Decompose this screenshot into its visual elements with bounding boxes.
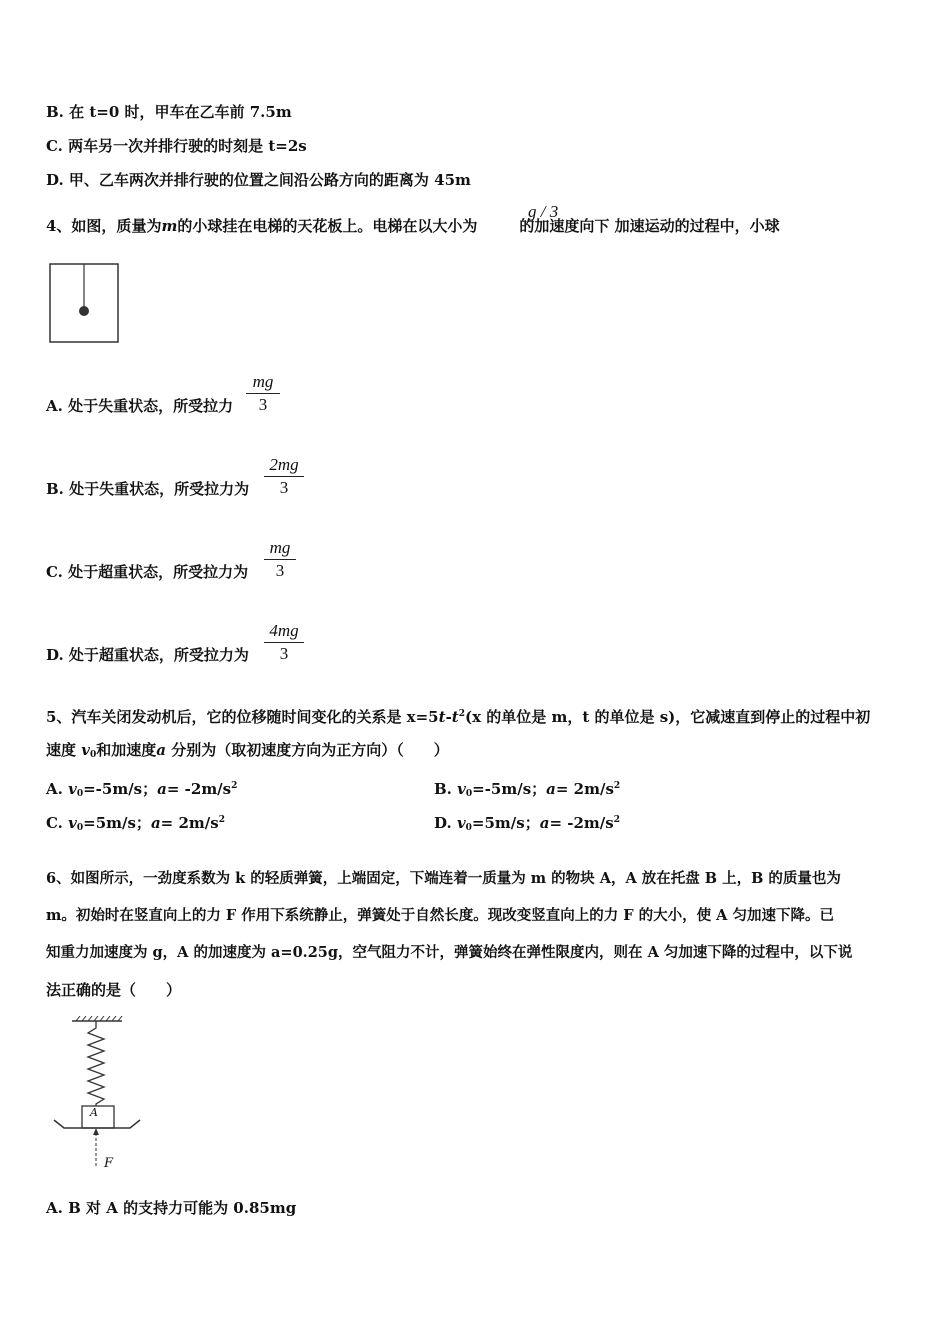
q4-stem-mid: 的小球挂在电梯的天花板上。电梯在以大小为 — [177, 217, 478, 235]
q5-b-sup: 2 — [613, 781, 621, 791]
q5-l2-sub: 0 — [89, 750, 97, 760]
q5-d-sup: 2 — [613, 815, 620, 825]
q5-c-label: C. — [46, 814, 63, 832]
q5-l1-minus: - — [445, 708, 452, 726]
q6-option-a: A. B 对 A 的支持力可能为 0.85mg — [46, 1199, 297, 1217]
q5-l1-t2: t — [451, 708, 459, 726]
q5-l2-mid: 和加速度 — [96, 741, 157, 759]
q4-stem-pre: 4、如图，质量为 — [46, 217, 162, 235]
q5-l2-post: 分别为（取初速度方向为正方向）（ ） — [171, 741, 449, 759]
q5-l2-v: v — [81, 741, 90, 759]
q5-d-label: D. — [434, 814, 452, 832]
spring-figure — [50, 1016, 150, 1176]
q5-l1-pre: 5、汽车关闭发动机后，它的位移随时间变化的关系是 x=5 — [46, 708, 439, 726]
q4-option-a-fraction: $\frac{mg}{3}$ — [246, 372, 280, 415]
q5-b-v: =-5m/s； — [472, 780, 547, 798]
q5-b-label: B. — [434, 780, 452, 798]
q5-b-a: = 2m/s — [555, 780, 614, 798]
q5-b-asym: a — [546, 780, 556, 798]
q6-stem-line1: 6、如图所示，一劲度系数为 k 的轻质弹簧，上端固定，下端连着一质量为 m 的物块 A，A 放在托盘 B 上，B 的质量也为 — [46, 870, 841, 887]
q5-b-vsub: 0 — [465, 789, 473, 799]
q6-stem-line2: m。初始时在竖直向上的力 F 作用下系统静止，弹簧处于自然长度。现改变竖直向上的力 F 的大小，使 A 匀加速下降。已 — [46, 907, 834, 924]
q5-a-v: =-5m/s； — [83, 780, 158, 798]
q6-stem-line3: 知重力加速度为 g，A 的加速度为 a=0.25g，空气阻力不计，弹簧始终在弹性限度内，则在 A 匀加速下降的过程中，以下说 — [46, 944, 853, 961]
q4-option-d: D. 处于超重状态，所受拉力为 — [46, 646, 249, 664]
q4-option-c-fraction: $\frac{mg}{3}$ — [264, 538, 296, 581]
fig-label-a: A — [90, 1106, 98, 1119]
q5-c-a: = 2m/s — [160, 814, 219, 832]
q5-l1-sup: 2 — [458, 709, 465, 719]
q3-option-c: C. 两车另一次并排行驶的时刻是 t=2s — [46, 137, 307, 155]
q5-l1-t: t — [438, 708, 446, 726]
q5-stem-line1 — [46, 704, 870, 727]
q5-d-a: = -2m/s — [549, 814, 614, 832]
q5-a-vsub: 0 — [76, 789, 84, 799]
q5-option-d — [434, 810, 620, 838]
q5-l2-a: a — [156, 741, 166, 759]
q5-d-vsub: 0 — [465, 823, 472, 833]
q3-option-d: D. 甲、乙车两次并排行驶的位置之间沿公路方向的距离为 45m — [46, 171, 471, 189]
q5-l2-pre: 速度 — [46, 741, 77, 759]
q5-stem-line2 — [46, 740, 449, 765]
q4-option-a: A. 处于失重状态，所受拉力 — [46, 397, 234, 415]
q5-c-vsub: 0 — [76, 823, 84, 833]
q4-option-c: C. 处于超重状态，所受拉力为 — [46, 563, 249, 581]
q4-stem-post: 的加速度向下 加速运动的过程中，小球 — [519, 217, 780, 235]
q5-option-b — [434, 776, 620, 804]
q5-d-v: =5m/s； — [471, 814, 540, 832]
q5-a-vsym: v — [68, 780, 77, 798]
q5-option-c — [46, 810, 225, 838]
q5-option-a — [46, 776, 237, 804]
q5-c-v: =5m/s； — [83, 814, 151, 832]
q4-stem-var: m — [161, 217, 178, 235]
fig-label-f: F — [104, 1156, 114, 1171]
q5-a-asym: a — [157, 780, 167, 798]
q5-a-label: A. — [46, 780, 63, 798]
q5-d-vsym: v — [456, 814, 466, 832]
q5-a-a: = -2m/s — [166, 780, 232, 798]
q5-d-asym: a — [539, 814, 550, 832]
q5-c-asym: a — [150, 814, 161, 832]
q6-stem-line4: 法正确的是（ ） — [46, 981, 182, 999]
q5-c-vsym: v — [68, 814, 77, 832]
elevator-figure — [46, 260, 126, 350]
q5-a-sup: 2 — [231, 781, 238, 791]
q4-accel: g / 3 — [528, 202, 559, 221]
q3-option-b: B. 在 t=0 时，甲车在乙车前 7.5m — [46, 103, 292, 121]
q5-l1-post: (x 的单位是 m，t 的单位是 s)，它减速直到停止的过程中初 — [465, 708, 871, 726]
q4-option-d-fraction: $\frac{4mg}{3}$ — [264, 621, 304, 664]
q4-stem — [46, 216, 780, 236]
q4-option-b-fraction: $\frac{2mg}{3}$ — [264, 455, 304, 498]
q5-b-vsym: v — [457, 780, 466, 798]
q4-option-b: B. 处于失重状态，所受拉力为 — [46, 480, 250, 498]
q5-c-sup: 2 — [218, 815, 225, 825]
